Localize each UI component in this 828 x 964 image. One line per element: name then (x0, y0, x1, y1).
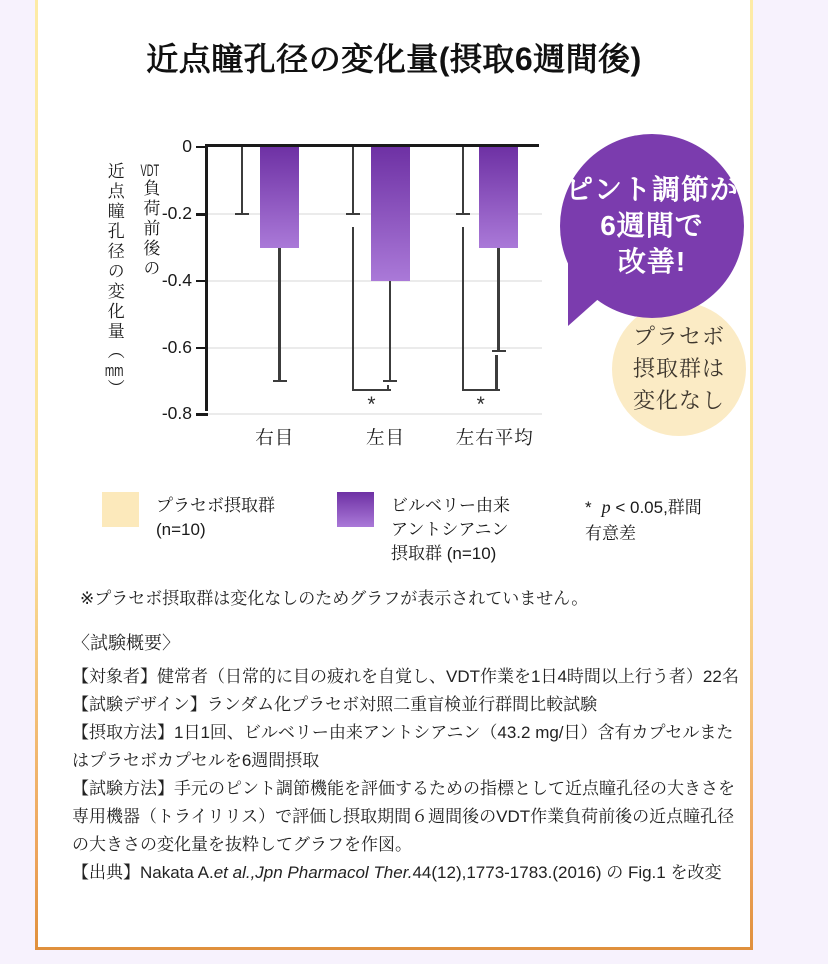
study-summary (72, 663, 748, 887)
bar-bilberry (260, 147, 299, 247)
plot-area (161, 136, 539, 449)
placebo-error-bar (241, 147, 244, 214)
y-axis-label (96, 162, 167, 422)
x-category-label: 左目 (365, 427, 405, 449)
y-tick-label: -0.8 (161, 403, 192, 424)
y-tick-label: 0 (182, 136, 192, 157)
bubble-line: 6週間で (600, 210, 704, 242)
content-frame (35, 0, 753, 950)
improvement-bubble (560, 134, 744, 318)
legend-item-bilberry (337, 492, 585, 566)
y-axis-label-inner: VDT負荷前後の (140, 162, 160, 280)
y-tick-mark (196, 347, 208, 350)
placebo-error-cap (235, 213, 249, 216)
chart-footnote: ※プラセボ摂取群は変化なしのためグラフが表示されていません。 (80, 589, 589, 609)
asterisk-marker: * (585, 498, 592, 518)
summary-method: 【試験方法】手元のピント調節機能を評価するための指標として近点瞳孔径の大きさを専用機器（トライリリス）で評価し摂取期間６週間後のVDT作業負荷前後の近点瞳孔径の大きさの変化量を抜粋してグラフを作図。 (72, 779, 735, 855)
x-category-label: 右目 (255, 427, 295, 449)
y-tick-label: -0.2 (161, 203, 192, 224)
study-summary-heading: 〈試験概要〉 (72, 633, 180, 654)
legend-placebo-label: プラセボ摂取群 (n=10) (156, 496, 275, 540)
y-axis-label-outer: 近点瞳孔径の変化量（mm） (104, 162, 124, 400)
chart-legend (102, 492, 750, 566)
summary-design: 【試験デザイン】ランダム化プラセボ対照二重盲検並行群間比較試験 (72, 695, 598, 715)
bilberry-error-cap (492, 350, 506, 353)
bar-bilberry (479, 147, 518, 247)
y-tick-mark (196, 146, 208, 149)
sig-asterisk: * (367, 393, 376, 417)
sig-bracket-bottom (462, 389, 500, 392)
bilberry-swatch (337, 492, 374, 527)
bilberry-error-bar (278, 248, 281, 382)
significance-note: * p < 0.05,群間 有意差 (585, 497, 702, 544)
bubble-line: 改善! (617, 246, 687, 278)
bilberry-error-cap (273, 380, 287, 383)
sig-bracket-left (462, 227, 465, 391)
x-category-label: 左右平均 (455, 427, 534, 449)
summary-source: 【出典】Nakata A.et al.,Jpn Pharmacol Ther.44(12),1773-1783.(2016) の Fig.1 を改変 (72, 863, 722, 883)
placebo-error-cap (456, 213, 470, 216)
placebo-error-bar (462, 147, 465, 214)
placebo-circle-line: プラセボ (632, 324, 725, 350)
y-tick-label: -0.4 (161, 269, 192, 290)
y-tick-mark (196, 213, 208, 216)
summary-subjects: 【対象者】健常者（日常的に目の疲れを自覚し、VDT作業を1日4時間以上行う者）22名 (72, 667, 739, 687)
y-tick-mark (196, 280, 208, 283)
bubble-line: ピント調節が (564, 174, 739, 206)
placebo-swatch (102, 492, 139, 527)
page-title: 近点瞳孔径の変化量(摂取6週間後) (146, 41, 642, 77)
sig-bracket-right (495, 355, 498, 391)
bilberry-error-cap (383, 380, 397, 383)
y-tick-label: -0.6 (161, 336, 192, 357)
sig-bracket-bottom (352, 389, 392, 392)
bar-bilberry (371, 147, 410, 281)
sig-bracket-left (352, 227, 355, 391)
placebo-error-bar (352, 147, 355, 214)
legend-bilberry-label: ビルベリー由来 アントシアニン 摂取群 (n=10) (391, 496, 510, 564)
placebo-circle-line: 摂取群は (632, 356, 725, 382)
placebo-error-cap (346, 213, 360, 216)
summary-intake: 【摂取方法】1日1回、ビルベリー由来アントシアニン（43.2 mg/日）含有カプセルまたはプラセボカプセルを6週間摂取 (72, 723, 734, 771)
y-tick-mark (196, 413, 208, 416)
gridline (208, 347, 542, 349)
bilberry-error-bar (389, 281, 392, 381)
bilberry-error-bar (497, 248, 500, 351)
content-panel (38, 0, 750, 947)
legend-item-placebo (102, 492, 337, 566)
sig-asterisk: * (476, 393, 485, 417)
chart-section (38, 134, 750, 466)
placebo-circle-line: 変化なし (632, 388, 725, 414)
